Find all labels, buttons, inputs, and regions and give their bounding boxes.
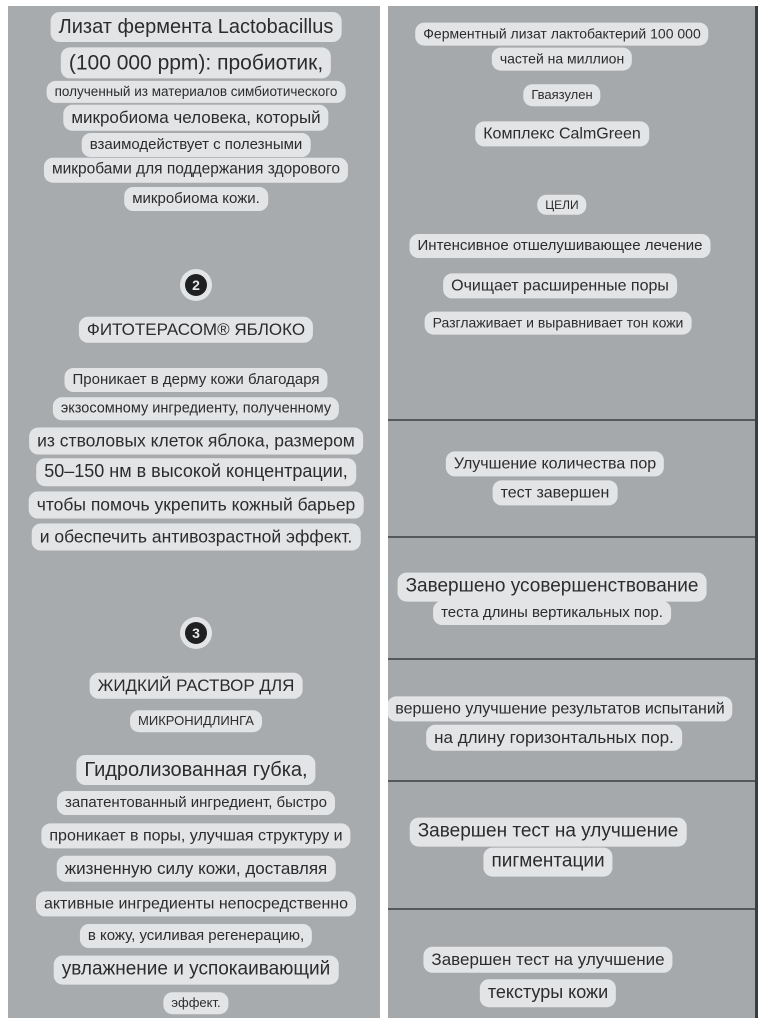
section-line: чтобы помочь укрепить кожный барьер bbox=[29, 492, 364, 519]
divider bbox=[388, 419, 758, 421]
test-result-line: вершено улучшение результатов испытаний bbox=[388, 696, 733, 721]
intro-line: (100 000 ppm): пробиотик, bbox=[61, 47, 331, 78]
goal-item: Интенсивное отшелушивающее лечение bbox=[410, 234, 711, 258]
test-result-line: текстуры кожи bbox=[480, 979, 616, 1007]
intro-line: микробиома человека, который bbox=[63, 105, 328, 131]
intro-line: микробами для поддержания здорового bbox=[44, 158, 348, 183]
section-line: экзосомному ингредиенту, полученному bbox=[53, 397, 339, 420]
section-title: ЖИДКИЙ РАСТВОР ДЛЯ bbox=[90, 673, 303, 699]
section-number-badge: 2 bbox=[185, 274, 207, 296]
test-result-line: Завершен тест на улучшение bbox=[423, 947, 672, 973]
section-line: запатентованный ингредиент, быстро bbox=[57, 791, 335, 815]
test-result-line: тест завершен bbox=[493, 480, 618, 505]
test-result-line: Улучшение количества пор bbox=[446, 451, 664, 476]
test-result-line: на длину горизонтальных пор. bbox=[426, 725, 682, 751]
test-result-line: пигментации bbox=[483, 848, 612, 877]
intro-line: полученный из материалов симбиотического bbox=[47, 81, 346, 103]
section-line: из стволовых клеток яблока, размером bbox=[29, 428, 363, 455]
goal-item: Разглаживает и выравнивает тон кожи bbox=[425, 312, 692, 335]
section-line: и обеспечить антивозрастной эффект. bbox=[32, 524, 361, 551]
goals-title: ЦЕЛИ bbox=[537, 195, 586, 215]
section-line: жизненную силу кожи, доставляя bbox=[57, 856, 336, 882]
divider bbox=[388, 908, 758, 910]
ingredient-line: Комплекс CalmGreen bbox=[475, 121, 649, 146]
section-line: проникает в поры, улучшая структуру и bbox=[41, 823, 350, 848]
section-line: Гидролизованная губка, bbox=[76, 755, 315, 785]
right-screenshot-panel bbox=[388, 6, 758, 1018]
test-result-line: Завершен тест на улучшение bbox=[410, 818, 687, 847]
section-number-badge: 3 bbox=[185, 622, 207, 644]
section-line: эффект. bbox=[163, 992, 228, 1014]
intro-line: взаимодействует с полезными bbox=[82, 133, 311, 157]
ingredient-line: Ферментный лизат лактобактерий 100 000 bbox=[415, 23, 708, 46]
section-title: МИКРОНИДЛИНГА bbox=[130, 710, 262, 732]
intro-line: микробиома кожи. bbox=[124, 187, 268, 211]
intro-line: Лизат фермента Lactobacillus bbox=[51, 12, 342, 42]
left-screenshot-panel bbox=[8, 6, 380, 1018]
section-line: увлажнение и успокаивающий bbox=[54, 956, 339, 985]
section-line: Проникает в дерму кожи благодаря bbox=[64, 368, 327, 392]
goal-item: Очищает расширенные поры bbox=[443, 273, 677, 298]
ingredient-line: частей на миллион bbox=[492, 48, 632, 71]
divider bbox=[388, 658, 758, 660]
ingredient-line: Гваязулен bbox=[523, 84, 600, 106]
test-result-line: теста длины вертикальных пор. bbox=[433, 601, 671, 625]
section-line: активные ингредиенты непосредственно bbox=[36, 891, 356, 916]
section-line: в кожу, усиливая регенерацию, bbox=[80, 924, 312, 948]
section-title: ФИТОТЕРАСОМ® ЯБЛОКО bbox=[79, 317, 313, 343]
divider bbox=[388, 536, 758, 538]
section-line: 50–150 нм в высокой концентрации, bbox=[36, 458, 356, 486]
divider bbox=[388, 780, 758, 782]
test-result-line: Завершено усовершенствование bbox=[398, 573, 707, 602]
